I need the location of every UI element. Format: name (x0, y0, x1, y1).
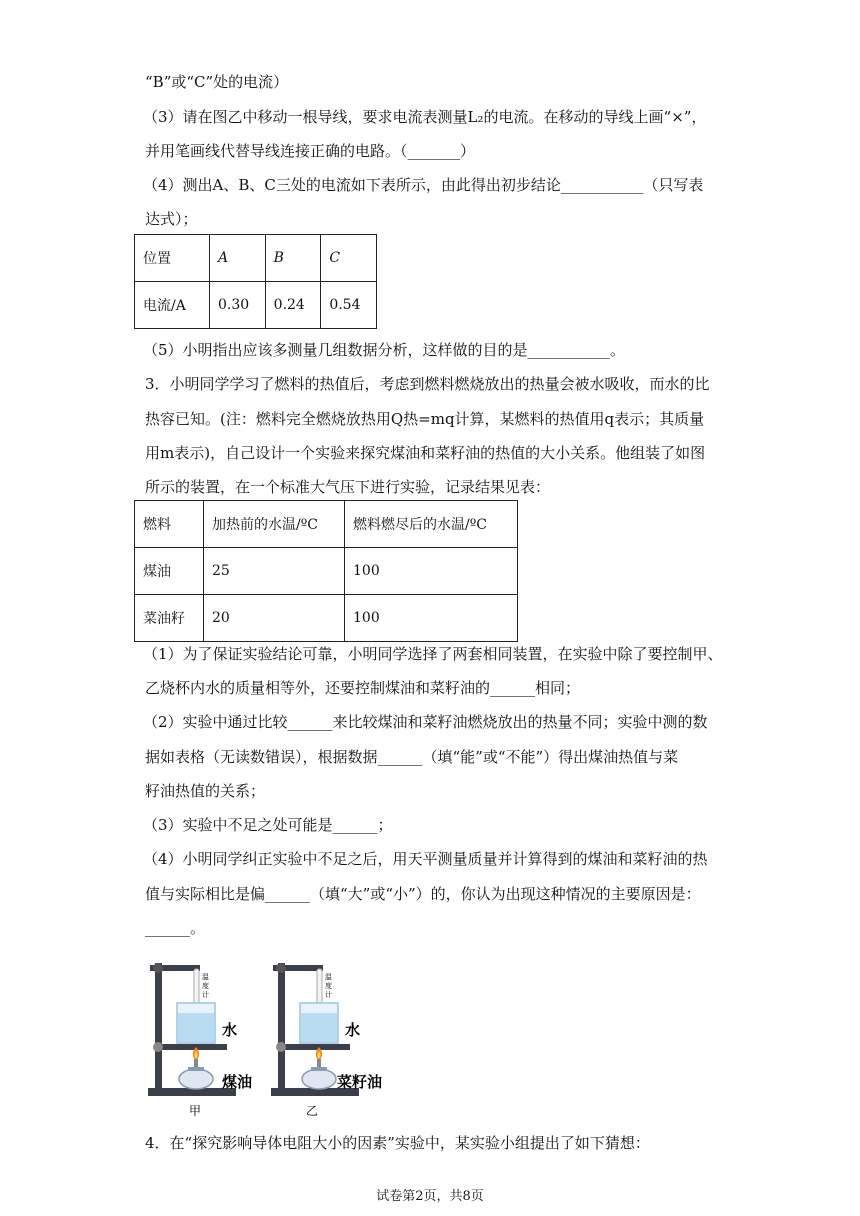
text-line: 并用笔画线代替导线连接正确的电路。（_______） (145, 142, 476, 160)
table-cell: C (321, 235, 377, 282)
thermometer-label: 计 (202, 991, 209, 999)
figure-caption: 甲 (189, 1104, 202, 1118)
fuel-label: 菜籽油 (337, 1073, 383, 1091)
figure-caption: 乙 (306, 1104, 319, 1118)
question-4-line: 4．在“探究影响导体电阻大小的因素”实验中，某实验小组提出了如下猜想： (145, 1134, 650, 1152)
page-footer: 试卷第2页，共8页 (376, 1189, 484, 1204)
fuel-label: 煤油 (222, 1073, 253, 1091)
table-cell: 电流/A (135, 282, 210, 329)
text-line: （5）小明指出应该多测量几组数据分析，这样做的目的是___________。 (143, 341, 626, 359)
table-cell: 菜油籽 (135, 595, 204, 642)
water-label: 水 (222, 1021, 238, 1039)
text-line: （1）为了保证实验结论可靠，小明同学选择了两套相同装置，在实验中除了要控制甲、 (143, 645, 723, 663)
table-cell: 25 (204, 548, 345, 595)
table-cell: 100 (345, 548, 518, 595)
question-3-line: 用m表示)，自己设计一个实验来探究煤油和菜籽油的热值的大小关系。他组装了如图 (145, 444, 706, 462)
table-row (135, 235, 377, 282)
question-3-line: 3．小明同学学习了燃料的热值后，考虑到燃料燃烧放出的热量会被水吸收，而水的比 (145, 375, 710, 393)
table-cell: 煤油 (135, 548, 204, 595)
table-row (135, 548, 518, 595)
table-cell: B (265, 235, 321, 282)
fuel-table (134, 500, 518, 642)
text-line: 籽油热值的关系； (145, 782, 266, 800)
text-line: 据如表格（无读数错误），根据数据______（填“能”或“不能”）得出煤油热值与菜 (145, 748, 679, 766)
text-line: （3）实验中不足之处可能是______； (143, 816, 393, 834)
question-3-line: 热容已知。(注：燃料完全燃烧放热用Q热=mq计算，某燃料的热值用q表示；其质量 (145, 410, 705, 428)
apparatus-left (148, 963, 252, 1118)
table-cell: 0.30 (210, 282, 266, 329)
table-cell: 加热前的水温/ºC (204, 501, 345, 548)
table-cell: 燃料 (135, 501, 204, 548)
text-line: ______。 (145, 919, 206, 937)
text-line: （2）实验中通过比较______来比较煤油和菜籽油燃烧放出的热量不同；实验中测的数 (143, 713, 708, 731)
table-row (135, 501, 518, 548)
table-cell: 位置 (135, 235, 210, 282)
table-row (135, 282, 377, 329)
thermometer-label: 度 (202, 982, 209, 990)
text-line: （4）测出A、B、C三处的电流如下表所示，由此得出初步结论___________（只写表 (143, 176, 704, 194)
text-line: （3）请在图乙中移动一根导线，要求电流表测量L₂的电流。在移动的导线上画“×”， (143, 108, 707, 126)
table-cell: A (210, 235, 266, 282)
apparatus-figure (140, 955, 400, 1125)
text-line: “B”或“C”处的电流） (145, 73, 289, 91)
table-row (135, 595, 518, 642)
table-cell: 100 (345, 595, 518, 642)
text-line: 值与实际相比是偏______（填“大”或“小”）的，你认为出现这种情况的主要原因是： (145, 885, 701, 903)
table-cell: 0.24 (265, 282, 321, 329)
table-cell: 0.54 (321, 282, 377, 329)
apparatus-right (271, 963, 382, 1118)
thermometer-label: 度 (325, 982, 332, 990)
thermometer-label: 计 (325, 991, 332, 999)
water-label: 水 (345, 1021, 361, 1039)
current-table (134, 234, 377, 329)
table-cell: 20 (204, 595, 345, 642)
thermometer-label: 温 (325, 973, 332, 981)
table-cell: 燃料燃尽后的水温/ºC (345, 501, 518, 548)
text-line: （4）小明同学纠正实验中不足之后，用天平测量质量并计算得到的煤油和菜籽油的热 (143, 850, 708, 868)
question-3-line: 所示的装置，在一个标准大气压下进行实验，记录结果见表： (145, 478, 551, 496)
thermometer-label: 温 (202, 973, 209, 981)
text-line: 达式）； (145, 210, 198, 228)
text-line: 乙烧杯内水的质量相等外，还要控制煤油和菜籽油的______相同； (145, 679, 581, 697)
